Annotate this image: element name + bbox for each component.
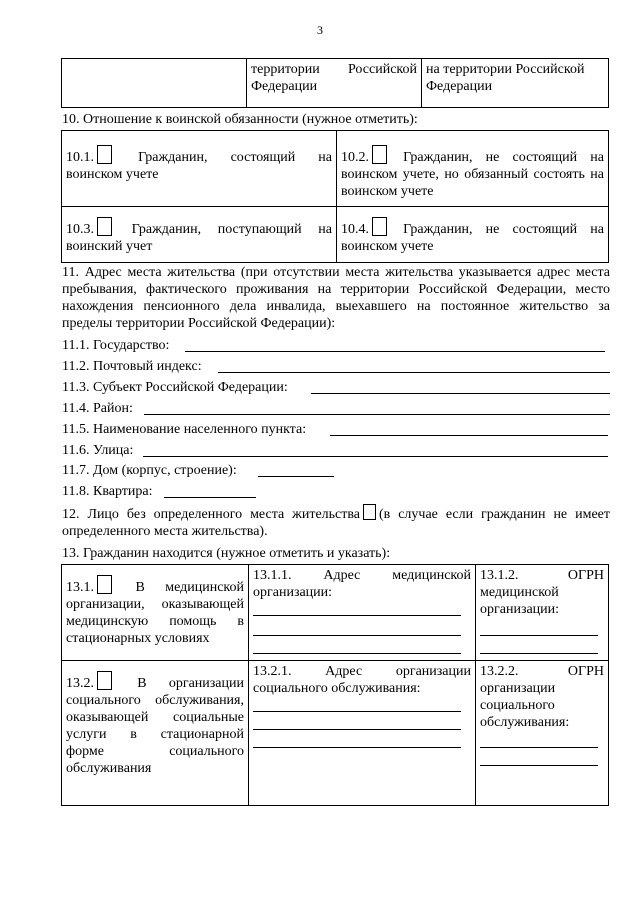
med-ogrn-line-2[interactable] bbox=[480, 653, 598, 654]
location-table bbox=[61, 564, 609, 806]
social-ogrn-line-1[interactable] bbox=[480, 747, 598, 748]
checkbox-13-2[interactable] bbox=[97, 671, 112, 690]
med-address-line-2[interactable] bbox=[253, 635, 461, 636]
citizenship-table-tail bbox=[61, 58, 609, 108]
address-heading: 11. Адрес места жительства (при отсутствии места жительства указывается адрес места пребывания, фактического проживания на территории Российской Федерации, место нахождения пенсионного дела инвалида, выехавшего на постоянное жительство за пределы территории Российской Федерации): bbox=[62, 265, 610, 331]
med-org-ogrn-cell: 13.1.2. ОГРН медицинской организации: bbox=[476, 565, 609, 661]
social-org-address-cell: 13.2.1. Адрес организации социального обслуживания: bbox=[249, 661, 476, 806]
territory-cell: территории Российской Федерации bbox=[247, 59, 422, 108]
checkbox-10-1[interactable] bbox=[97, 145, 112, 164]
med-org-address-cell: 13.1.1. Адрес медицинской организации: bbox=[249, 565, 476, 661]
checkbox-10-4[interactable] bbox=[372, 217, 387, 236]
field-state-line[interactable] bbox=[185, 351, 605, 352]
med-address-line-1[interactable] bbox=[253, 615, 461, 616]
option-13-2[interactable]: 13.2. В организации социального обслуживания, оказывающей социальные услуги в стационарной форме социального обслуживания bbox=[62, 661, 249, 806]
field-locality-line[interactable] bbox=[330, 435, 608, 436]
field-apartment-line[interactable] bbox=[164, 497, 256, 498]
field-district-line[interactable] bbox=[144, 414, 610, 415]
field-subject-line[interactable] bbox=[311, 393, 610, 394]
field-house-label: 11.7. Дом (корпус, строение): bbox=[62, 463, 237, 478]
location-heading: 13. Гражданин находится (нужное отметить и указать): bbox=[62, 546, 391, 561]
homeless-text: 12. Лицо без определенного места жительства (в случае если гражданин не имеет определенного места жительства). bbox=[62, 504, 610, 540]
checkbox-10-2[interactable] bbox=[372, 145, 387, 164]
field-postcode-label: 11.2. Почтовый индекс: bbox=[62, 359, 202, 374]
social-ogrn-line-2[interactable] bbox=[480, 765, 598, 766]
empty-cell bbox=[62, 59, 247, 108]
option-10-3[interactable]: 10.3. Гражданин, поступающий на воинский учет bbox=[62, 207, 337, 263]
field-street-label: 11.6. Улица: bbox=[62, 443, 134, 458]
page-number: 3 bbox=[317, 23, 323, 37]
social-address-line-1[interactable] bbox=[253, 711, 461, 712]
social-org-ogrn-cell: 13.2.2. ОГРН организации социального обслуживания: bbox=[476, 661, 609, 806]
field-state-label: 11.1. Государство: bbox=[62, 338, 170, 353]
social-address-line-3[interactable] bbox=[253, 747, 461, 748]
field-house-line[interactable] bbox=[258, 476, 334, 477]
field-apartment-label: 11.8. Квартира: bbox=[62, 484, 153, 499]
option-13-1[interactable]: 13.1. В медицинской организации, оказывающей медицинскую помощь в стационарных условиях bbox=[62, 565, 249, 661]
checkbox-10-3[interactable] bbox=[97, 217, 112, 236]
field-subject-label: 11.3. Субъект Российской Федерации: bbox=[62, 380, 288, 395]
social-address-line-2[interactable] bbox=[253, 729, 461, 730]
option-10-2[interactable]: 10.2. Гражданин, не состоящий на воинском учете, но обязанный состоять на воинском учете bbox=[337, 131, 609, 207]
in-territory-cell: на территории Российской Федерации bbox=[422, 59, 609, 108]
field-street-line[interactable] bbox=[143, 456, 608, 457]
field-locality-label: 11.5. Наименование населенного пункта: bbox=[62, 422, 307, 437]
checkbox-12[interactable] bbox=[363, 504, 376, 520]
field-postcode-line[interactable] bbox=[218, 372, 610, 373]
med-address-line-3[interactable] bbox=[253, 653, 461, 654]
option-10-1[interactable]: 10.1. Гражданин, состоящий на воинском учете bbox=[62, 131, 337, 207]
military-options-table bbox=[61, 130, 609, 263]
checkbox-13-1[interactable] bbox=[97, 575, 112, 594]
field-district-label: 11.4. Район: bbox=[62, 401, 133, 416]
military-heading: 10. Отношение к воинской обязанности (нужное отметить): bbox=[62, 112, 418, 127]
med-ogrn-line-1[interactable] bbox=[480, 635, 598, 636]
option-10-4[interactable]: 10.4. Гражданин, не состоящий на воинском учете bbox=[337, 207, 609, 263]
